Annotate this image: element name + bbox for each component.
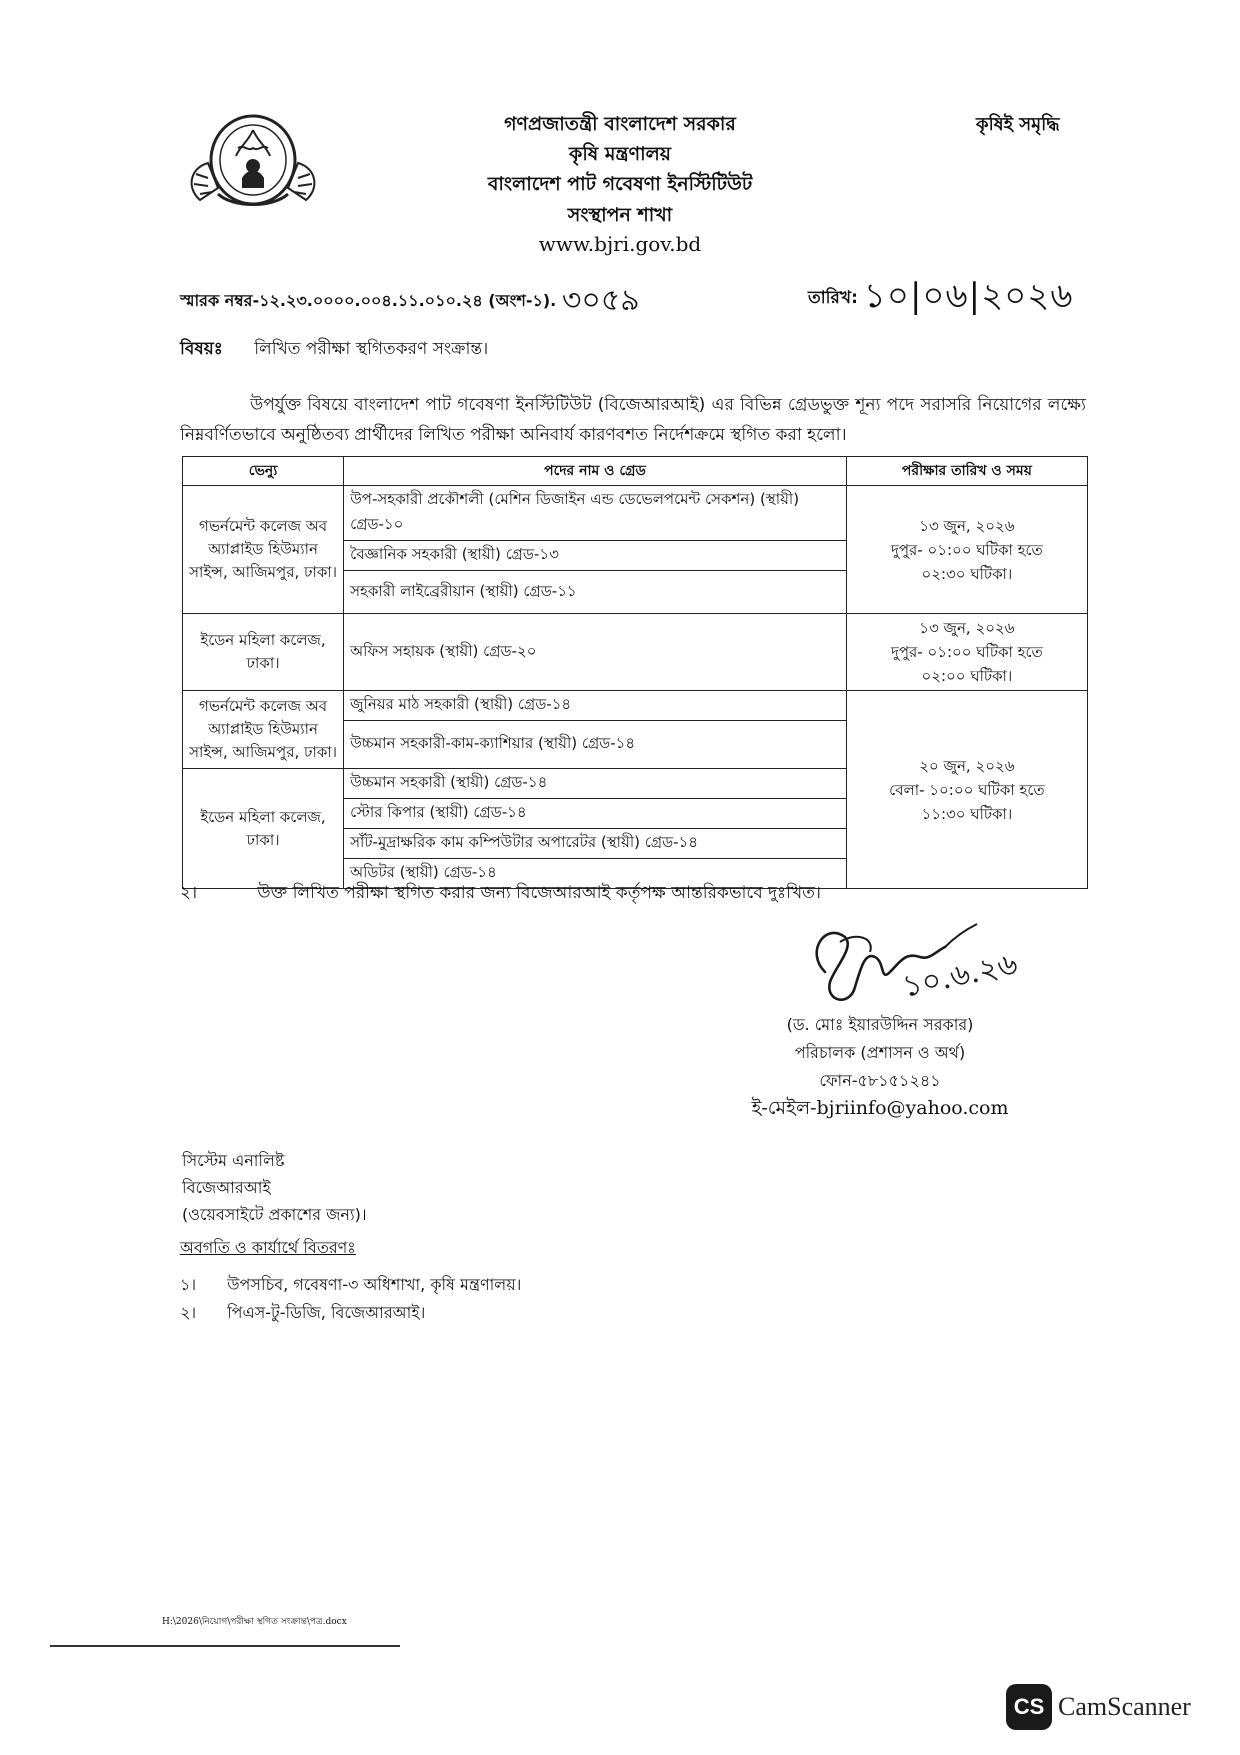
venue-cell: গভর্নমেন্ট কলেজ অব অ্যাপ্লাইড হিউম্যান সাইন্স, আজিমপুর, ঢাকা। <box>183 486 344 614</box>
exam-schedule-table <box>182 456 1088 889</box>
institute-name: বাংলাদেশ পাট গবেষণা ইনস্টিটিউট <box>487 173 753 195</box>
exam-time-from: বেলা- ১০:০০ ঘটিকা হতে <box>889 780 1045 799</box>
ministry-name: কৃষি মন্ত্রণালয় <box>569 143 671 165</box>
header-venue: ভেন্যু <box>183 457 344 486</box>
footer-file-path: H:\2026\নিয়োগ\পরীক্ষা স্থগিত সংক্রান্ত\পত্র.docx <box>162 1617 347 1627</box>
post-cell: সাঁট-মুদ্রাক্ষরিক কাম কম্পিউটার অপারেটর (স্থায়ী) গ্রেড-১৪ <box>344 829 847 859</box>
section-name: সংস্থাপন শাখা <box>567 204 673 226</box>
list-item-number: ১। <box>180 1275 197 1294</box>
subject-text: লিখিত পরীক্ষা স্থগিতকরণ সংক্রান্ত। <box>254 339 489 359</box>
website-link[interactable]: www.bjri.gov.bd <box>538 232 702 256</box>
venue-cell: গভর্নমেন্ট কলেজ অব অ্যাপ্লাইড হিউম্যান সাইন্স, আজিমপুর, ঢাকা। <box>183 691 344 769</box>
memo-number <box>180 276 640 327</box>
exam-date: ১৩ জুন, ২০২৬ <box>919 619 1015 637</box>
signer-designation: পরিচালক (প্রশাসন ও অর্থ) <box>794 1043 966 1062</box>
recipient-line: (ওয়েবসাইটে প্রকাশের জন্য)। <box>182 1205 367 1224</box>
time-cell <box>846 691 1087 889</box>
exam-time-to: ০২:৩০ ঘটিকা। <box>921 564 1013 583</box>
camscanner-label: CamScanner <box>1058 1692 1191 1721</box>
memo-handwritten-no: ৩০৫৯ <box>561 283 640 318</box>
list-item-text: পিএস-টু-ডিজি, বিজেআরআই। <box>227 1303 426 1322</box>
post-cell: উপ-সহকারী প্রকৌশলী (মেশিন ডিজাইন এন্ড ডেভেলপমেন্ট সেকশন) (স্থায়ী) গ্রেড-১০ <box>344 486 847 541</box>
recipient-line: সিস্টেম এনালিষ্ট <box>182 1151 285 1170</box>
distribution-title: অবগতি ও কার্যার্থে বিতরণঃ <box>180 1238 356 1257</box>
date <box>808 270 1074 327</box>
point-2-text: উক্ত লিখিত পরীক্ষা স্থগিত করার জন্য বিজেআরআই কর্তৃপক্ষ আন্তরিকভাবে দুঃখিত। <box>257 883 821 903</box>
footer-divider <box>50 1645 400 1647</box>
post-cell: বৈজ্ঞানিক সহকারী (স্থায়ী) গ্রেড-১৩ <box>344 541 847 571</box>
recipient-line: বিজেআরআই <box>182 1178 271 1197</box>
post-cell: অডিটর (স্থায়ী) গ্রেড-১৪ <box>344 859 847 889</box>
venue-cell: ইডেন মহিলা কলেজ, ঢাকা। <box>183 614 344 691</box>
header-post: পদের নাম ও গ্রেড <box>344 457 847 486</box>
post-cell: উচ্চমান সহকারী-কাম-ক্যাশিয়ার (স্থায়ী) গ্রেড-১৪ <box>344 721 847 769</box>
body-paragraph: উপর্যুক্ত বিষয়ে বাংলাদেশ পাট গবেষণা ইনস্টিটিউট (বিজেআরআই) এর বিভিন্ন গ্রেডভুক্ত শূন্য পদে সরাসরি নিয়োগের লক্ষ্যে নিম্নবর্ণিতভাবে অনুষ্ঠিতব্য প্রার্থীদের লিখিত পরীক্ষা অনিবার্য কারণবশত নির্দেশক্রমে স্থগিত করা হলো। <box>180 395 1086 445</box>
exam-time-from: দুপুর- ০১:০০ ঘটিকা হতে <box>890 643 1043 661</box>
header-time: পরীক্ষার তারিখ ও সময় <box>846 457 1087 486</box>
date-label: তারিখ: <box>808 288 858 308</box>
point-2-number: ২। <box>180 883 198 903</box>
signer-phone: ফোন-৫৮১৫১২৪১ <box>819 1071 941 1090</box>
time-cell <box>846 486 1087 614</box>
exam-date: ১৩ জুন, ২০২৬ <box>919 516 1015 535</box>
table-header-row <box>183 457 1088 486</box>
table-row <box>183 486 1088 541</box>
post-cell: সহকারী লাইব্রেরীয়ান (স্থায়ী) গ্রেড-১১ <box>344 571 847 614</box>
memo-label: স্মারক নম্বর-১২.২৩.০০০০.০০৪.১১.০১০.২৪ (অংশ-১). <box>180 291 557 310</box>
exam-time-to: ১১:৩০ ঘটিকা। <box>921 804 1013 823</box>
exam-date: ২০ জুন, ২০২৬ <box>919 756 1015 775</box>
subject <box>180 336 488 364</box>
post-cell: অফিস সহায়ক (স্থায়ী) গ্রেড-২০ <box>344 614 847 691</box>
signer-email[interactable]: ই-মেইল-bjriinfo@yahoo.com <box>751 1097 1009 1119</box>
point-2 <box>180 880 821 908</box>
exam-time-from: দুপুর- ০১:০০ ঘটিকা হতে <box>890 540 1043 559</box>
time-cell <box>846 614 1087 691</box>
subject-label: বিষয়ঃ <box>180 339 223 359</box>
table-row <box>183 691 1088 721</box>
list-item-number: ২। <box>180 1303 197 1322</box>
exam-time-to: ০২:০০ ঘটিকা। <box>921 667 1013 685</box>
signer-name: (ড. মোঃ ইয়ারউদ্দিন সরকার) <box>786 1015 974 1034</box>
signature-date: ১০.৬.২৬ <box>899 946 1021 1005</box>
list-item-text: উপসচিব, গবেষণা-৩ অধিশাখা, কৃষি মন্ত্রণালয়। <box>227 1275 522 1294</box>
table-row <box>183 614 1088 691</box>
date-value: ১০|০৬|২০২৬ <box>863 276 1074 316</box>
camscanner-logo-icon: CS <box>1006 1684 1052 1730</box>
venue-cell: ইডেন মহিলা কলেজ, ঢাকা। <box>183 769 344 889</box>
motto: কৃষিই সমৃদ্ধি <box>976 114 1060 135</box>
bjri-logo <box>178 108 328 218</box>
post-cell: উচ্চমান সহকারী (স্থায়ী) গ্রেড-১৪ <box>344 769 847 799</box>
post-cell: জুনিয়র মাঠ সহকারী (স্থায়ী) গ্রেড-১৪ <box>344 691 847 721</box>
post-cell: স্টোর কিপার (স্থায়ী) গ্রেড-১৪ <box>344 799 847 829</box>
list-item <box>180 1272 521 1299</box>
list-item <box>180 1300 425 1327</box>
govt-name: গণপ্রজাতন্ত্রী বাংলাদেশ সরকার <box>504 113 736 135</box>
signature <box>795 912 1035 1022</box>
